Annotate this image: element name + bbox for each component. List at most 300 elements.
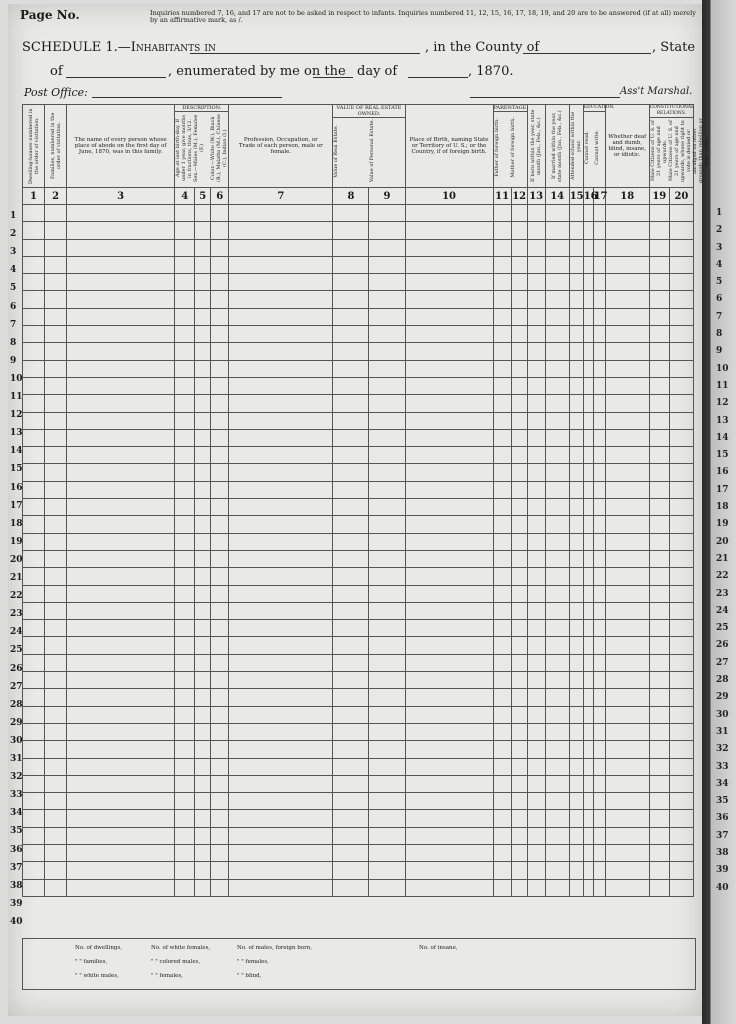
entry-cell[interactable]: [195, 723, 211, 740]
entry-cell[interactable]: [669, 516, 693, 533]
entry-cell[interactable]: [493, 222, 511, 239]
entry-cell[interactable]: [569, 585, 583, 602]
entry-cell[interactable]: [511, 274, 527, 291]
entry-cell[interactable]: [229, 395, 333, 412]
entry-cell[interactable]: [195, 447, 211, 464]
entry-cell[interactable]: [493, 637, 511, 654]
entry-cell[interactable]: [649, 395, 669, 412]
entry-cell[interactable]: [211, 723, 229, 740]
entry-cell[interactable]: [23, 602, 45, 619]
entry-cell[interactable]: [583, 412, 593, 429]
entry-cell[interactable]: [493, 654, 511, 671]
entry-cell[interactable]: [175, 256, 195, 273]
entry-cell[interactable]: [605, 758, 649, 775]
entry-cell[interactable]: [229, 343, 333, 360]
entry-cell[interactable]: [527, 499, 545, 516]
entry-cell[interactable]: [67, 879, 175, 896]
entry-cell[interactable]: [511, 395, 527, 412]
entry-cell[interactable]: [669, 360, 693, 377]
entry-cell[interactable]: [545, 758, 569, 775]
entry-cell[interactable]: [405, 412, 493, 429]
entry-cell[interactable]: [527, 879, 545, 896]
entry-cell[interactable]: [229, 723, 333, 740]
entry-cell[interactable]: [211, 308, 229, 325]
entry-cell[interactable]: [605, 291, 649, 308]
entry-cell[interactable]: [569, 222, 583, 239]
entry-cell[interactable]: [569, 689, 583, 706]
entry-cell[interactable]: [23, 447, 45, 464]
entry-cell[interactable]: [649, 689, 669, 706]
entry-cell[interactable]: [369, 447, 405, 464]
entry-cell[interactable]: [195, 274, 211, 291]
entry-cell[interactable]: [493, 256, 511, 273]
entry-cell[interactable]: [211, 343, 229, 360]
entry-cell[interactable]: [649, 412, 669, 429]
entry-cell[interactable]: [583, 550, 593, 567]
entry-cell[interactable]: [493, 516, 511, 533]
entry-cell[interactable]: [175, 429, 195, 446]
entry-cell[interactable]: [229, 741, 333, 758]
entry-cell[interactable]: [229, 775, 333, 792]
entry-cell[interactable]: [493, 585, 511, 602]
entry-cell[interactable]: [211, 274, 229, 291]
entry-cell[interactable]: [569, 412, 583, 429]
entry-cell[interactable]: [23, 793, 45, 810]
entry-cell[interactable]: [211, 672, 229, 689]
entry-cell[interactable]: [649, 326, 669, 343]
entry-cell[interactable]: [229, 654, 333, 671]
entry-cell[interactable]: [229, 377, 333, 394]
entry-cell[interactable]: [593, 395, 605, 412]
entry-cell[interactable]: [23, 620, 45, 637]
entry-cell[interactable]: [175, 879, 195, 896]
entry-cell[interactable]: [23, 326, 45, 343]
entry-cell[interactable]: [405, 758, 493, 775]
entry-cell[interactable]: [605, 706, 649, 723]
entry-cell[interactable]: [569, 862, 583, 879]
entry-cell[interactable]: [369, 879, 405, 896]
entry-cell[interactable]: [175, 205, 195, 222]
entry-cell[interactable]: [333, 291, 369, 308]
entry-cell[interactable]: [493, 879, 511, 896]
entry-cell[interactable]: [511, 550, 527, 567]
entry-cell[interactable]: [45, 256, 67, 273]
entry-cell[interactable]: [511, 723, 527, 740]
entry-cell[interactable]: [229, 429, 333, 446]
entry-cell[interactable]: [583, 308, 593, 325]
entry-cell[interactable]: [333, 862, 369, 879]
entry-cell[interactable]: [23, 689, 45, 706]
entry-cell[interactable]: [45, 793, 67, 810]
entry-cell[interactable]: [67, 672, 175, 689]
entry-cell[interactable]: [23, 205, 45, 222]
entry-cell[interactable]: [527, 585, 545, 602]
entry-cell[interactable]: [511, 568, 527, 585]
entry-cell[interactable]: [23, 274, 45, 291]
entry-cell[interactable]: [67, 827, 175, 844]
entry-cell[interactable]: [405, 602, 493, 619]
entry-cell[interactable]: [195, 602, 211, 619]
entry-cell[interactable]: [333, 222, 369, 239]
entry-cell[interactable]: [669, 672, 693, 689]
entry-cell[interactable]: [175, 810, 195, 827]
entry-cell[interactable]: [593, 741, 605, 758]
entry-cell[interactable]: [229, 533, 333, 550]
entry-cell[interactable]: [569, 464, 583, 481]
entry-cell[interactable]: [211, 326, 229, 343]
entry-cell[interactable]: [605, 222, 649, 239]
entry-cell[interactable]: [511, 793, 527, 810]
entry-cell[interactable]: [229, 620, 333, 637]
entry-cell[interactable]: [545, 447, 569, 464]
entry-cell[interactable]: [175, 291, 195, 308]
entry-cell[interactable]: [333, 879, 369, 896]
entry-cell[interactable]: [229, 827, 333, 844]
entry-cell[interactable]: [229, 274, 333, 291]
entry-cell[interactable]: [333, 377, 369, 394]
entry-cell[interactable]: [67, 793, 175, 810]
entry-cell[interactable]: [195, 550, 211, 567]
entry-cell[interactable]: [405, 775, 493, 792]
entry-cell[interactable]: [195, 429, 211, 446]
entry-cell[interactable]: [545, 775, 569, 792]
entry-cell[interactable]: [593, 360, 605, 377]
entry-cell[interactable]: [211, 741, 229, 758]
entry-cell[interactable]: [649, 464, 669, 481]
entry-cell[interactable]: [593, 274, 605, 291]
entry-cell[interactable]: [369, 274, 405, 291]
entry-cell[interactable]: [67, 274, 175, 291]
entry-cell[interactable]: [45, 360, 67, 377]
entry-cell[interactable]: [649, 516, 669, 533]
entry-cell[interactable]: [527, 291, 545, 308]
entry-cell[interactable]: [195, 706, 211, 723]
entry-cell[interactable]: [511, 810, 527, 827]
entry-cell[interactable]: [229, 481, 333, 498]
entry-cell[interactable]: [45, 412, 67, 429]
entry-cell[interactable]: [605, 568, 649, 585]
entry-cell[interactable]: [583, 758, 593, 775]
entry-cell[interactable]: [569, 775, 583, 792]
entry-cell[interactable]: [333, 723, 369, 740]
entry-cell[interactable]: [23, 585, 45, 602]
entry-cell[interactable]: [545, 689, 569, 706]
entry-cell[interactable]: [527, 395, 545, 412]
entry-cell[interactable]: [669, 308, 693, 325]
entry-cell[interactable]: [23, 412, 45, 429]
entry-cell[interactable]: [669, 377, 693, 394]
entry-cell[interactable]: [67, 377, 175, 394]
entry-cell[interactable]: [583, 533, 593, 550]
entry-cell[interactable]: [405, 654, 493, 671]
entry-cell[interactable]: [405, 447, 493, 464]
entry-cell[interactable]: [511, 499, 527, 516]
entry-cell[interactable]: [527, 343, 545, 360]
entry-cell[interactable]: [583, 620, 593, 637]
entry-cell[interactable]: [23, 758, 45, 775]
entry-cell[interactable]: [669, 706, 693, 723]
entry-cell[interactable]: [45, 620, 67, 637]
entry-cell[interactable]: [195, 585, 211, 602]
entry-cell[interactable]: [527, 256, 545, 273]
entry-cell[interactable]: [569, 793, 583, 810]
entry-cell[interactable]: [333, 689, 369, 706]
entry-cell[interactable]: [511, 429, 527, 446]
entry-cell[interactable]: [67, 205, 175, 222]
entry-cell[interactable]: [527, 550, 545, 567]
entry-cell[interactable]: [23, 879, 45, 896]
entry-cell[interactable]: [605, 550, 649, 567]
entry-cell[interactable]: [369, 516, 405, 533]
entry-cell[interactable]: [405, 706, 493, 723]
entry-cell[interactable]: [511, 377, 527, 394]
entry-cell[interactable]: [211, 654, 229, 671]
entry-cell[interactable]: [583, 291, 593, 308]
entry-cell[interactable]: [527, 775, 545, 792]
entry-cell[interactable]: [527, 602, 545, 619]
entry-cell[interactable]: [605, 429, 649, 446]
entry-cell[interactable]: [669, 775, 693, 792]
entry-cell[interactable]: [405, 879, 493, 896]
entry-cell[interactable]: [593, 775, 605, 792]
entry-cell[interactable]: [593, 222, 605, 239]
entry-cell[interactable]: [195, 620, 211, 637]
entry-cell[interactable]: [23, 360, 45, 377]
entry-cell[interactable]: [545, 343, 569, 360]
entry-cell[interactable]: [23, 568, 45, 585]
entry-cell[interactable]: [175, 360, 195, 377]
entry-cell[interactable]: [405, 481, 493, 498]
entry-cell[interactable]: [67, 741, 175, 758]
entry-cell[interactable]: [605, 481, 649, 498]
entry-cell[interactable]: [369, 602, 405, 619]
entry-cell[interactable]: [649, 672, 669, 689]
entry-cell[interactable]: [605, 256, 649, 273]
entry-cell[interactable]: [211, 775, 229, 792]
entry-cell[interactable]: [527, 654, 545, 671]
entry-cell[interactable]: [649, 637, 669, 654]
entry-cell[interactable]: [67, 326, 175, 343]
entry-cell[interactable]: [569, 447, 583, 464]
entry-cell[interactable]: [405, 672, 493, 689]
entry-cell[interactable]: [569, 481, 583, 498]
entry-cell[interactable]: [333, 360, 369, 377]
entry-cell[interactable]: [369, 291, 405, 308]
entry-cell[interactable]: [545, 308, 569, 325]
entry-cell[interactable]: [605, 395, 649, 412]
entry-cell[interactable]: [605, 464, 649, 481]
entry-cell[interactable]: [369, 844, 405, 861]
entry-cell[interactable]: [669, 533, 693, 550]
entry-cell[interactable]: [211, 862, 229, 879]
entry-cell[interactable]: [511, 291, 527, 308]
entry-cell[interactable]: [511, 637, 527, 654]
entry-cell[interactable]: [195, 377, 211, 394]
entry-cell[interactable]: [195, 793, 211, 810]
entry-cell[interactable]: [545, 550, 569, 567]
entry-cell[interactable]: [405, 360, 493, 377]
entry-cell[interactable]: [649, 533, 669, 550]
entry-cell[interactable]: [333, 602, 369, 619]
entry-cell[interactable]: [229, 585, 333, 602]
entry-cell[interactable]: [593, 879, 605, 896]
entry-cell[interactable]: [605, 602, 649, 619]
entry-cell[interactable]: [67, 568, 175, 585]
entry-cell[interactable]: [211, 602, 229, 619]
entry-cell[interactable]: [45, 706, 67, 723]
entry-cell[interactable]: [211, 239, 229, 256]
entry-cell[interactable]: [175, 844, 195, 861]
entry-cell[interactable]: [333, 239, 369, 256]
entry-cell[interactable]: [569, 550, 583, 567]
entry-cell[interactable]: [67, 723, 175, 740]
entry-cell[interactable]: [593, 793, 605, 810]
entry-cell[interactable]: [175, 585, 195, 602]
entry-cell[interactable]: [45, 723, 67, 740]
entry-cell[interactable]: [583, 516, 593, 533]
entry-cell[interactable]: [511, 672, 527, 689]
entry-cell[interactable]: [229, 256, 333, 273]
entry-cell[interactable]: [23, 481, 45, 498]
entry-cell[interactable]: [45, 464, 67, 481]
entry-cell[interactable]: [493, 706, 511, 723]
entry-cell[interactable]: [175, 550, 195, 567]
entry-cell[interactable]: [333, 568, 369, 585]
entry-cell[interactable]: [369, 741, 405, 758]
entry-cell[interactable]: [493, 810, 511, 827]
entry-cell[interactable]: [405, 827, 493, 844]
entry-cell[interactable]: [175, 827, 195, 844]
entry-cell[interactable]: [511, 689, 527, 706]
entry-cell[interactable]: [211, 377, 229, 394]
entry-cell[interactable]: [593, 844, 605, 861]
entry-cell[interactable]: [511, 239, 527, 256]
entry-cell[interactable]: [649, 706, 669, 723]
entry-cell[interactable]: [405, 533, 493, 550]
entry-cell[interactable]: [333, 429, 369, 446]
entry-cell[interactable]: [211, 793, 229, 810]
entry-cell[interactable]: [583, 775, 593, 792]
entry-cell[interactable]: [333, 550, 369, 567]
entry-cell[interactable]: [583, 205, 593, 222]
entry-cell[interactable]: [369, 499, 405, 516]
entry-cell[interactable]: [669, 585, 693, 602]
entry-cell[interactable]: [649, 827, 669, 844]
entry-cell[interactable]: [669, 222, 693, 239]
entry-cell[interactable]: [23, 222, 45, 239]
entry-cell[interactable]: [229, 222, 333, 239]
entry-cell[interactable]: [195, 499, 211, 516]
entry-cell[interactable]: [569, 827, 583, 844]
entry-cell[interactable]: [545, 654, 569, 671]
entry-cell[interactable]: [229, 793, 333, 810]
entry-cell[interactable]: [545, 672, 569, 689]
entry-cell[interactable]: [649, 862, 669, 879]
entry-cell[interactable]: [195, 637, 211, 654]
entry-cell[interactable]: [175, 723, 195, 740]
entry-cell[interactable]: [405, 516, 493, 533]
entry-cell[interactable]: [511, 758, 527, 775]
entry-cell[interactable]: [333, 793, 369, 810]
entry-cell[interactable]: [527, 481, 545, 498]
entry-cell[interactable]: [669, 429, 693, 446]
entry-cell[interactable]: [583, 239, 593, 256]
entry-cell[interactable]: [45, 239, 67, 256]
entry-cell[interactable]: [569, 533, 583, 550]
entry-cell[interactable]: [175, 637, 195, 654]
entry-cell[interactable]: [593, 620, 605, 637]
entry-cell[interactable]: [649, 447, 669, 464]
entry-cell[interactable]: [669, 205, 693, 222]
entry-cell[interactable]: [67, 706, 175, 723]
entry-cell[interactable]: [669, 793, 693, 810]
entry-cell[interactable]: [493, 395, 511, 412]
entry-cell[interactable]: [511, 620, 527, 637]
entry-cell[interactable]: [67, 516, 175, 533]
entry-cell[interactable]: [605, 741, 649, 758]
entry-cell[interactable]: [45, 844, 67, 861]
entry-cell[interactable]: [333, 499, 369, 516]
entry-cell[interactable]: [211, 844, 229, 861]
entry-cell[interactable]: [23, 862, 45, 879]
entry-cell[interactable]: [45, 291, 67, 308]
entry-cell[interactable]: [669, 499, 693, 516]
entry-cell[interactable]: [333, 637, 369, 654]
entry-cell[interactable]: [511, 222, 527, 239]
entry-cell[interactable]: [211, 706, 229, 723]
entry-cell[interactable]: [583, 481, 593, 498]
entry-cell[interactable]: [369, 395, 405, 412]
entry-cell[interactable]: [669, 326, 693, 343]
entry-cell[interactable]: [211, 447, 229, 464]
entry-cell[interactable]: [229, 810, 333, 827]
entry-cell[interactable]: [569, 637, 583, 654]
entry-cell[interactable]: [593, 810, 605, 827]
entry-cell[interactable]: [333, 810, 369, 827]
entry-cell[interactable]: [649, 360, 669, 377]
entry-cell[interactable]: [175, 447, 195, 464]
entry-cell[interactable]: [593, 481, 605, 498]
entry-cell[interactable]: [175, 499, 195, 516]
entry-cell[interactable]: [545, 879, 569, 896]
entry-cell[interactable]: [405, 499, 493, 516]
entry-cell[interactable]: [45, 429, 67, 446]
entry-cell[interactable]: [493, 620, 511, 637]
entry-cell[interactable]: [511, 844, 527, 861]
entry-cell[interactable]: [493, 412, 511, 429]
entry-cell[interactable]: [67, 429, 175, 446]
entry-cell[interactable]: [511, 205, 527, 222]
entry-cell[interactable]: [493, 360, 511, 377]
entry-cell[interactable]: [669, 602, 693, 619]
entry-cell[interactable]: [527, 516, 545, 533]
entry-cell[interactable]: [583, 793, 593, 810]
entry-cell[interactable]: [583, 706, 593, 723]
entry-cell[interactable]: [593, 568, 605, 585]
entry-cell[interactable]: [333, 620, 369, 637]
entry-cell[interactable]: [569, 308, 583, 325]
entry-cell[interactable]: [67, 689, 175, 706]
entry-cell[interactable]: [195, 516, 211, 533]
entry-cell[interactable]: [175, 620, 195, 637]
entry-cell[interactable]: [669, 620, 693, 637]
entry-cell[interactable]: [583, 810, 593, 827]
entry-cell[interactable]: [593, 637, 605, 654]
entry-cell[interactable]: [175, 274, 195, 291]
entry-cell[interactable]: [333, 274, 369, 291]
entry-cell[interactable]: [593, 706, 605, 723]
entry-cell[interactable]: [67, 602, 175, 619]
